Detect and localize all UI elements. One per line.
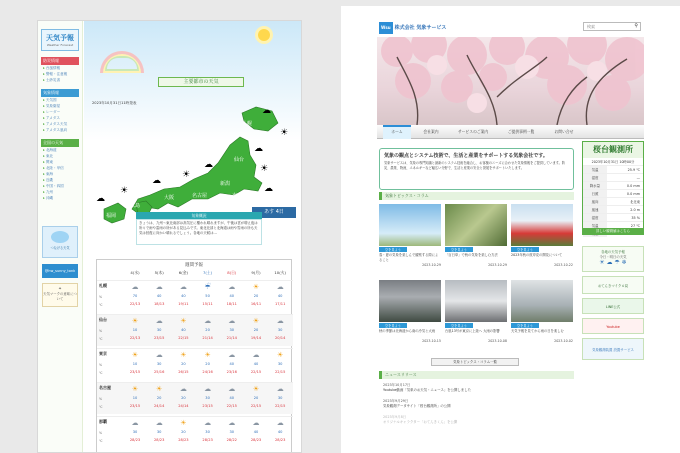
svg-text:☁: ☁ bbox=[264, 184, 273, 194]
observation-label: 気温 bbox=[583, 222, 607, 229]
precip-chance: 40 bbox=[229, 294, 235, 298]
cloudy-icon: ☁ bbox=[252, 351, 260, 359]
svg-text:☁: ☁ bbox=[96, 194, 105, 204]
temperature: 20/14 bbox=[275, 336, 286, 340]
sunny-icon: ☀ bbox=[180, 351, 187, 359]
sidebar-item[interactable]: ▸ 北陸・甲信 bbox=[43, 166, 77, 171]
observation-label: 日照 bbox=[583, 190, 607, 197]
svg-text:☁: ☁ bbox=[152, 176, 161, 186]
sunny-icon: ☀ bbox=[131, 385, 139, 393]
precip-chance: 40 bbox=[156, 294, 162, 298]
cloudy-icon: ☁ bbox=[204, 317, 212, 325]
precip-chance: 70 bbox=[132, 294, 138, 298]
cloudy-icon: ☁ bbox=[155, 419, 163, 427]
cloudy-icon: ☁ bbox=[179, 283, 187, 291]
precip-chance: 40 bbox=[181, 328, 186, 332]
precip-chance: 30 bbox=[205, 430, 210, 434]
topic-card[interactable] bbox=[379, 204, 441, 278]
left-sidebar bbox=[38, 21, 83, 453]
cherry-blossom-hero-image bbox=[377, 37, 644, 125]
main-area bbox=[84, 21, 301, 452]
svg-text:東京: 東京 bbox=[232, 193, 243, 199]
observation-row bbox=[583, 205, 643, 213]
day-header: 4(水) bbox=[130, 270, 140, 275]
nav-item[interactable]: ご提供事例一覧 bbox=[507, 129, 535, 134]
weather-icons: ☀ ☁ ☂ ❄ bbox=[599, 259, 627, 266]
sidebar-section-header: 全国の天気 bbox=[41, 139, 79, 147]
precip-chance: 20 bbox=[181, 430, 186, 434]
news-text[interactable]: Youtube動画「気象のお天気・ニュース」を公開しました bbox=[383, 388, 471, 392]
overview-text: きょうは、九州～東北南部は高気圧に覆われ晴れますが、午後は雲が増え夜は所々で雨や雷雨の所がある見込みです。東北北部と北海道は雨や雪雨の所も天気は回復に向かい晴れるでしょう。各地の天候は… bbox=[136, 219, 262, 245]
sunny-icon: ☀ bbox=[131, 317, 139, 325]
precip-chance: 30 bbox=[156, 430, 162, 434]
temperature: 22/15 bbox=[275, 370, 286, 374]
topic-tag: 空を見よう bbox=[379, 247, 407, 252]
observation-label: 風向 bbox=[583, 198, 607, 205]
sidebar-item[interactable]: ▸ 土砂災害 bbox=[43, 78, 77, 83]
news-text[interactable]: オリジナルキャラクター「おてんきくん」を公開 bbox=[383, 420, 458, 424]
temperature: 21/14 bbox=[226, 336, 237, 340]
precip-chance: 50 bbox=[205, 294, 210, 298]
side-banner-youtube[interactable]: Youtube bbox=[582, 318, 644, 334]
temperature: 26/15 bbox=[178, 370, 189, 374]
cloudy-icon: ☁ bbox=[276, 419, 284, 427]
topic-photo[interactable] bbox=[379, 280, 441, 322]
observatory-time: 2023年10月31日 10時00分 bbox=[591, 160, 635, 164]
topic-date: 2023.10.15 bbox=[422, 339, 441, 343]
precip-chance: 40 bbox=[253, 362, 259, 366]
cloudy-icon: ☁ bbox=[155, 317, 163, 325]
observatory-values bbox=[583, 165, 643, 237]
tomorrow-button[interactable]: あす 4日 bbox=[252, 207, 296, 218]
sidebar-item[interactable]: ▸ 関東 bbox=[43, 160, 77, 165]
twitter-banner[interactable]: @hw_sunny_tonk bbox=[42, 264, 78, 278]
temperature: 23/15 bbox=[129, 404, 141, 408]
observation-value: — bbox=[636, 176, 640, 180]
svg-text:福岡: 福岡 bbox=[106, 213, 117, 219]
topic-card[interactable] bbox=[511, 204, 573, 278]
precip-chance: 20 bbox=[253, 294, 259, 298]
precip-chance: 30 bbox=[277, 362, 283, 366]
sunny-icon: ☀ bbox=[131, 351, 139, 359]
main-cities-title: 主要都市の天気 bbox=[158, 77, 244, 87]
temp-row-label: ℃ bbox=[99, 371, 103, 375]
topic-tag: 空を見よう bbox=[511, 247, 539, 252]
observation-value: 2.0 m bbox=[630, 208, 640, 212]
table-row bbox=[97, 314, 293, 346]
sidebar-item[interactable]: ▸ 沖縄 bbox=[43, 196, 77, 201]
side-weather-title: 各地の天気予報 bbox=[601, 250, 625, 254]
topic-card[interactable] bbox=[511, 280, 573, 354]
sunny-icon: ☀ bbox=[156, 385, 163, 393]
observation-value: 35 % bbox=[631, 216, 640, 220]
temperature: 23/16 bbox=[226, 370, 237, 374]
precip-chance: 20 bbox=[253, 396, 259, 400]
topic-card[interactable] bbox=[379, 280, 441, 354]
observation-label: 湿度 bbox=[583, 174, 607, 181]
sunny-icon: ☀ bbox=[252, 283, 260, 291]
precip-chance: 20 bbox=[181, 362, 186, 366]
temperature: 21/14 bbox=[202, 336, 213, 340]
cloudy-icon: ☁ bbox=[228, 385, 236, 393]
sun-icon bbox=[258, 29, 270, 41]
topic-tag: 空を見よう bbox=[511, 323, 539, 328]
sidebar-item[interactable]: ▸ 天気図 bbox=[43, 98, 77, 103]
cloudy-icon: ☁ bbox=[228, 283, 236, 291]
table-row bbox=[97, 416, 293, 448]
news-date: 2023年10月17日 bbox=[383, 383, 411, 387]
sidebar-item[interactable]: ▸ アメダス bbox=[43, 116, 77, 121]
temperature: 22/15 bbox=[226, 404, 237, 408]
city-name: 那覇 bbox=[99, 419, 107, 424]
precip-chance: 20 bbox=[205, 362, 210, 366]
intro-box bbox=[379, 148, 574, 190]
news-date: 2023年9月29日 bbox=[383, 399, 409, 403]
temperature: 28/23 bbox=[154, 438, 165, 442]
precip-chance: 40 bbox=[277, 294, 283, 298]
sunny-icon: ☀ bbox=[252, 317, 260, 325]
sidebar-section-header: 気象情報 bbox=[41, 89, 79, 97]
precip-chance: 30 bbox=[277, 396, 283, 400]
day-header: 8(日) bbox=[227, 270, 237, 275]
topic-card[interactable] bbox=[445, 280, 507, 354]
svg-text:☀: ☀ bbox=[120, 186, 129, 196]
temperature: 19/14 bbox=[250, 336, 262, 340]
sidebar-section-header: 防災情報 bbox=[41, 57, 79, 65]
temperature: 22/13 bbox=[129, 336, 141, 340]
svg-text:☁: ☁ bbox=[254, 144, 263, 154]
sidebar-item[interactable]: ▸ 近畿 bbox=[43, 178, 77, 183]
sidebar-item[interactable]: ▸ アメダス風向 bbox=[43, 128, 77, 133]
topic-card[interactable] bbox=[445, 204, 507, 278]
sidebar-item[interactable]: ▸ 東北 bbox=[43, 154, 77, 159]
precip-chance: 10 bbox=[132, 362, 138, 366]
observation-value: 0.0 mm bbox=[626, 184, 640, 188]
weather-site-page bbox=[37, 20, 302, 453]
cloud-character-icon bbox=[51, 231, 69, 243]
temperature: 22/15 bbox=[250, 370, 262, 374]
observation-row bbox=[583, 189, 643, 197]
weekly-title: 週間予報 bbox=[185, 263, 203, 268]
temperature: 24/14 bbox=[154, 404, 165, 408]
pop-row-label: % bbox=[99, 431, 103, 435]
sidebar-item[interactable]: ▸ 台風情報 bbox=[43, 66, 77, 71]
svg-text:広島: 広島 bbox=[130, 203, 141, 209]
company-logo[interactable]: Wsu 株式会社 気象サービス bbox=[379, 22, 446, 32]
temperature: 28/23 bbox=[129, 438, 141, 442]
side-banner-line[interactable]: LINE公式 bbox=[582, 298, 644, 314]
precip-chance: 40 bbox=[229, 362, 235, 366]
temperature: 22/15 bbox=[178, 336, 189, 340]
precip-chance: 20 bbox=[156, 396, 162, 400]
temperature: 19/11 bbox=[178, 302, 189, 306]
table-row bbox=[97, 280, 293, 312]
svg-text:☁: ☁ bbox=[262, 106, 271, 116]
topic-date: 2023.10.02 bbox=[554, 339, 573, 343]
cloudy-icon: ☁ bbox=[179, 385, 187, 393]
observation-row bbox=[583, 173, 643, 181]
svg-text:仙台: 仙台 bbox=[234, 157, 245, 163]
precip-chance: 20 bbox=[181, 396, 186, 400]
temperature: 25/16 bbox=[154, 370, 165, 374]
sidebar-item[interactable]: ▸ 気象衛星 bbox=[43, 104, 77, 109]
pop-row-label: % bbox=[99, 295, 103, 299]
topic-title[interactable]: 2023年秋の彼岸花の開花について bbox=[511, 253, 563, 257]
temp-row-label: ℃ bbox=[99, 405, 103, 409]
search-icon[interactable]: ⚲ bbox=[634, 23, 638, 29]
svg-text:☁: ☁ bbox=[204, 160, 213, 170]
precip-chance: 40 bbox=[229, 396, 235, 400]
nav-item[interactable]: サービスのご案内 bbox=[457, 129, 489, 134]
temperature: 18/13 bbox=[154, 302, 165, 306]
news-item[interactable] bbox=[383, 399, 563, 409]
cloudy-icon: ☁ bbox=[228, 419, 236, 427]
intro-title: 気象の観点とシステム技術で、生活と産業をサポートする気象会社です。 bbox=[384, 153, 548, 159]
topic-title[interactable]: 台風13号が東京に上陸へ 大雨の影響 bbox=[445, 329, 500, 333]
observatory-title: 桜台観測所 bbox=[583, 142, 643, 158]
topic-tag: 空を見よう bbox=[379, 323, 407, 328]
day-header: 5(木) bbox=[154, 270, 164, 275]
update-time: 2023年10月31日11時発表 bbox=[92, 101, 137, 105]
nav-item[interactable]: 会社案内 bbox=[423, 129, 439, 134]
precip-chance: 30 bbox=[156, 362, 162, 366]
topic-date: 2023.10.08 bbox=[488, 339, 507, 343]
company-site-page bbox=[341, 6, 680, 453]
observation-value: 27 ℃ bbox=[630, 224, 640, 228]
svg-text:☀: ☀ bbox=[182, 170, 191, 180]
observation-label: 湿度 bbox=[583, 214, 607, 221]
temperature: 28/23 bbox=[275, 438, 286, 442]
temperature: 24/14 bbox=[178, 404, 189, 408]
topic-photo[interactable] bbox=[379, 204, 441, 246]
cloudy-icon: ☁ bbox=[228, 351, 236, 359]
observation-label: 風速 bbox=[583, 206, 607, 213]
temperature: 28/23 bbox=[202, 438, 213, 442]
topic-photo[interactable] bbox=[445, 280, 507, 322]
cloudy-icon: ☁ bbox=[204, 385, 212, 393]
topics-list-button[interactable]: 気象トピックス・コラム一覧 bbox=[431, 358, 519, 366]
observatory-more-button[interactable]: 詳しい観測値はこちら bbox=[582, 228, 644, 235]
observation-label: 降水量 bbox=[583, 182, 607, 189]
pop-row-label: % bbox=[99, 363, 103, 367]
news-item[interactable] bbox=[383, 415, 563, 425]
sunny-icon: ☀ bbox=[204, 351, 211, 359]
temperature: 16/11 bbox=[250, 302, 262, 306]
topic-photo[interactable] bbox=[445, 204, 507, 246]
sunny-icon: ☀ bbox=[180, 317, 187, 325]
precip-chance: 30 bbox=[132, 430, 138, 434]
topics-header: 気象トピックス・コラム bbox=[379, 192, 574, 200]
temperature: 22/15 bbox=[250, 404, 262, 408]
topic-title[interactable]: 春・夏の気象を楽しんで観察する際によること bbox=[379, 253, 439, 262]
topic-photo[interactable] bbox=[511, 280, 573, 322]
svg-text:大阪: 大阪 bbox=[164, 195, 175, 201]
search-input[interactable]: 検索 ⚲ bbox=[583, 22, 641, 31]
cloudy-icon: ☁ bbox=[155, 283, 163, 291]
pop-row-label: % bbox=[99, 397, 103, 401]
topic-tag: 空を見よう bbox=[445, 247, 473, 252]
sidebar-item[interactable]: ▸ アメダス天気 bbox=[43, 122, 77, 127]
pop-row-label: % bbox=[99, 329, 103, 333]
topic-photo[interactable] bbox=[511, 204, 573, 246]
temp-row-label: ℃ bbox=[99, 439, 103, 443]
sidebar-item[interactable]: ▸ 中国・四国 bbox=[43, 184, 77, 189]
observation-row bbox=[583, 165, 643, 173]
sidebar-item[interactable]: ▸ 北海道 bbox=[43, 148, 77, 153]
temperature: 23/15 bbox=[129, 370, 141, 374]
umbrella-icon: ☂ bbox=[58, 287, 62, 291]
observatory-panel bbox=[582, 141, 644, 229]
sidebar-item[interactable]: ▸ 警報・注意報 bbox=[43, 72, 77, 77]
news-item[interactable] bbox=[383, 383, 563, 393]
temp-row-label: ℃ bbox=[99, 337, 103, 341]
precip-chance: 40 bbox=[253, 430, 259, 434]
news-header: ニュースリリース bbox=[379, 371, 574, 379]
topic-title[interactable]: 天気予報を見てから雨の日を楽しむ bbox=[511, 329, 564, 333]
city-name: 東京 bbox=[99, 351, 107, 356]
kids-weather-banner[interactable]: つなげる天気 bbox=[42, 226, 78, 258]
cloudy-icon: ☁ bbox=[131, 283, 139, 291]
topic-tag: 空を見よう bbox=[445, 323, 473, 328]
topic-title[interactable]: 秋の季節は北海道から南の冷気と大雨 bbox=[379, 329, 436, 333]
precip-chance: 30 bbox=[156, 328, 162, 332]
observation-value: 北北東 bbox=[629, 200, 640, 204]
precip-chance: 10 bbox=[132, 328, 138, 332]
temperature: 23/15 bbox=[202, 404, 213, 408]
temp-row-label: ℃ bbox=[99, 303, 103, 307]
side-banner-service[interactable]: 気象観測装置 設置サービス bbox=[582, 338, 644, 360]
cloudy-icon: ☁ bbox=[228, 317, 236, 325]
site-logo[interactable]: 天気予報 Weather Forecast bbox=[41, 29, 79, 51]
day-header-row bbox=[123, 270, 291, 278]
svg-text:新潟: 新潟 bbox=[220, 181, 231, 187]
sidebar-item[interactable]: ▸ 九州 bbox=[43, 190, 77, 195]
temperature: 28/23 bbox=[250, 438, 262, 442]
sidebar-nav bbox=[38, 57, 82, 201]
day-header: 6(金) bbox=[178, 270, 188, 275]
nav-item[interactable]: お問い合せ bbox=[554, 129, 574, 134]
nav-item[interactable]: ホーム bbox=[383, 125, 411, 139]
intro-text: 気象サービスは、気象の専門知識と最新のシステム技術を融合し、お客様のニーズに合わせた気象情報をご提供しています。防災、農業、物流、エネルギーなど幅広い分野で、生活と産業の安全と発展をサポートいたします。 bbox=[384, 161, 565, 170]
precip-chance: 20 bbox=[205, 328, 210, 332]
temperature: 23/15 bbox=[154, 336, 165, 340]
sunny-icon: ☀ bbox=[277, 351, 284, 359]
cloudy-icon: ☁ bbox=[155, 351, 163, 359]
precip-chance: 30 bbox=[205, 396, 210, 400]
sidebar-item[interactable]: ▸ レーダー bbox=[43, 110, 77, 115]
sidebar-item[interactable]: ▸ 東海 bbox=[43, 172, 77, 177]
temperature: 28/23 bbox=[178, 438, 189, 442]
precip-chance: 30 bbox=[277, 328, 283, 332]
observation-row bbox=[583, 197, 643, 205]
topic-date: 2023.10.29 bbox=[422, 263, 441, 267]
city-name: 札幌 bbox=[99, 283, 107, 288]
temperature: 18/11 bbox=[226, 302, 237, 306]
topic-date: 2023.10.22 bbox=[554, 263, 573, 267]
observation-label: 気温 bbox=[583, 166, 607, 173]
day-header: 10(火) bbox=[274, 270, 286, 275]
temperature: 15/11 bbox=[202, 302, 213, 306]
observation-value: 0.0 mm bbox=[626, 192, 640, 196]
svg-text:名古屋: 名古屋 bbox=[192, 193, 208, 199]
precip-chance: 40 bbox=[181, 294, 186, 298]
cloudy-icon: ☁ bbox=[131, 419, 139, 427]
svg-text:札幌: 札幌 bbox=[242, 121, 253, 127]
main-navigation bbox=[377, 125, 644, 139]
precip-chance: 30 bbox=[229, 430, 235, 434]
svg-text:☀: ☀ bbox=[280, 128, 289, 138]
observation-value: 25.9 ℃ bbox=[627, 168, 640, 172]
observation-row bbox=[583, 213, 643, 221]
temperature: 28/22 bbox=[226, 438, 237, 442]
table-row bbox=[97, 348, 293, 380]
side-weather-box[interactable] bbox=[582, 246, 644, 272]
precip-chance: 20 bbox=[253, 328, 259, 332]
side-weather-sub: 今日・明日の天気 bbox=[599, 255, 627, 259]
observation-row bbox=[583, 181, 643, 189]
svg-text:☀: ☀ bbox=[260, 164, 269, 174]
city-name: 仙台 bbox=[99, 317, 107, 322]
weekly-forecast-table bbox=[96, 259, 292, 453]
cloudy-icon: ☁ bbox=[276, 317, 284, 325]
side-banner-microstation[interactable]: おてんきマイクロ局 bbox=[582, 276, 644, 294]
precip-chance: 30 bbox=[229, 328, 235, 332]
news-date: 2023年9月8日 bbox=[383, 415, 407, 419]
city-name: 名古屋 bbox=[99, 385, 111, 390]
temperature: 24/16 bbox=[202, 370, 213, 374]
temperature: 17/11 bbox=[275, 302, 286, 306]
temperature: 22/15 bbox=[275, 404, 286, 408]
cloudy-icon: ☁ bbox=[276, 283, 284, 291]
cloudy-icon: ☁ bbox=[276, 385, 284, 393]
cloudy-icon: ☁ bbox=[204, 419, 212, 427]
rain-icon: ☔ bbox=[204, 283, 211, 291]
precip-chance: 10 bbox=[132, 396, 138, 400]
day-header: 9(月) bbox=[251, 270, 261, 275]
sunny-icon: ☀ bbox=[252, 385, 260, 393]
cloudy-icon: ☁ bbox=[252, 419, 260, 427]
day-header: 7(土) bbox=[203, 270, 213, 275]
table-row bbox=[97, 382, 293, 414]
weather-mark-link[interactable]: ☂ 天気マークの意味について bbox=[42, 283, 78, 307]
overview-header: 気象概況 bbox=[136, 212, 262, 219]
topic-date: 2023.10.29 bbox=[488, 263, 507, 267]
sunny-icon: ☀ bbox=[180, 419, 187, 427]
news-text[interactable]: 気象観測データサイト「桜台観測所」の公開 bbox=[383, 404, 451, 408]
temperature: 22/13 bbox=[129, 302, 141, 306]
topic-title[interactable]: 「百日草」で秋の気象を楽しむ方法 bbox=[445, 253, 498, 257]
precip-chance: 40 bbox=[277, 430, 283, 434]
